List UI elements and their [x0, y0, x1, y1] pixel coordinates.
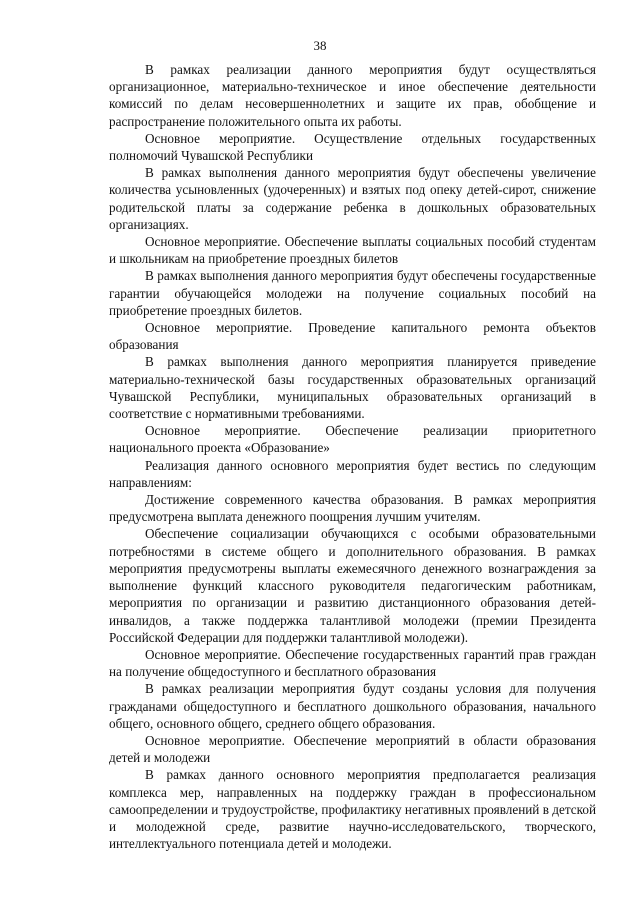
section-heading: Основное мероприятие. Обеспечение государственных гарантий прав граждан на получение общедоступного и бесплатного образования: [109, 646, 596, 680]
paragraph: В рамках выполнения данного мероприятия планируется приведение материально-технической базы государственных образовательных организаций Чувашской Республики, муниципальных образовательных организаций в соответствие с нормативными требованиями.: [109, 354, 596, 422]
paragraph: В рамках данного основного мероприятия предполагается реализация комплекса мер, направленных на поддержку граждан в профессиональном самоопределении и трудоустройстве, профилактику негативных проявлений в детской и молодежной среде, развитие научно-исследовательского, творческого, интеллектуального потенциала детей и молодежи.: [109, 767, 596, 852]
paragraph: Реализация данного основного мероприятия будет вестись по следующим направлениям:: [109, 457, 596, 490]
paragraph: В рамках выполнения данного мероприятия будут обеспечены увеличение количества усыновленных (удочеренных) и взятых под опеку детей-сирот, снижение родительской платы за содержание ребенка в дошкольных образовательных организациях.: [109, 165, 596, 232]
section-heading: Основное мероприятие. Осуществление отдельных государственных полномочий Чувашской Республики: [109, 130, 596, 164]
page-content: [109, 61, 596, 852]
paragraph: В рамках реализации мероприятия будут созданы условия для получения гражданами общедоступного и бесплатного дошкольного образования, начального общего, основного общего, среднего общего образования.: [109, 681, 596, 731]
paragraph: Обеспечение социализации обучающихся с особыми образовательными потребностями в системе общего и дополнительного образования. В рамках мероприятия предусмотрены выплаты ежемесячного денежного вознаграждения за выполнение функций классного руководителя педагогическим работникам, мероприятия по организации и развитию дистанционного образования детей-инвалидов, а также поддержка талантливой молодежи (премии Президента Российской Федерации для поддержки талантливой молодежи).: [109, 526, 596, 645]
section-heading: Основное мероприятие. Обеспечение реализации приоритетного национального проекта «Образование»: [109, 423, 596, 456]
page-number: 38: [313, 38, 327, 53]
section-heading: Основное мероприятие. Проведение капитального ремонта объектов образования: [109, 320, 596, 353]
section-heading: Основное мероприятие. Обеспечение мероприятий в области образования детей и молодежи: [109, 732, 596, 766]
paragraph: В рамках реализации данного мероприятия будут осуществляться организационное, материально-техническое и иное обеспечение деятельности комиссий по делам несовершеннолетних и защите их прав, обобщение и распространение положительного опыта их работы.: [109, 62, 596, 129]
section-heading: Основное мероприятие. Обеспечение выплаты социальных пособий студентам и школьникам на приобретение проездных билетов: [109, 234, 596, 267]
paragraph: В рамках выполнения данного мероприятия будут обеспечены государственные гарантии обучающейся молодежи на получение социальных пособий на приобретение проездных билетов.: [109, 268, 596, 318]
paragraph: Достижение современного качества образования. В рамках мероприятия предусмотрена выплата денежного поощрения лучшим учителям.: [109, 492, 596, 525]
